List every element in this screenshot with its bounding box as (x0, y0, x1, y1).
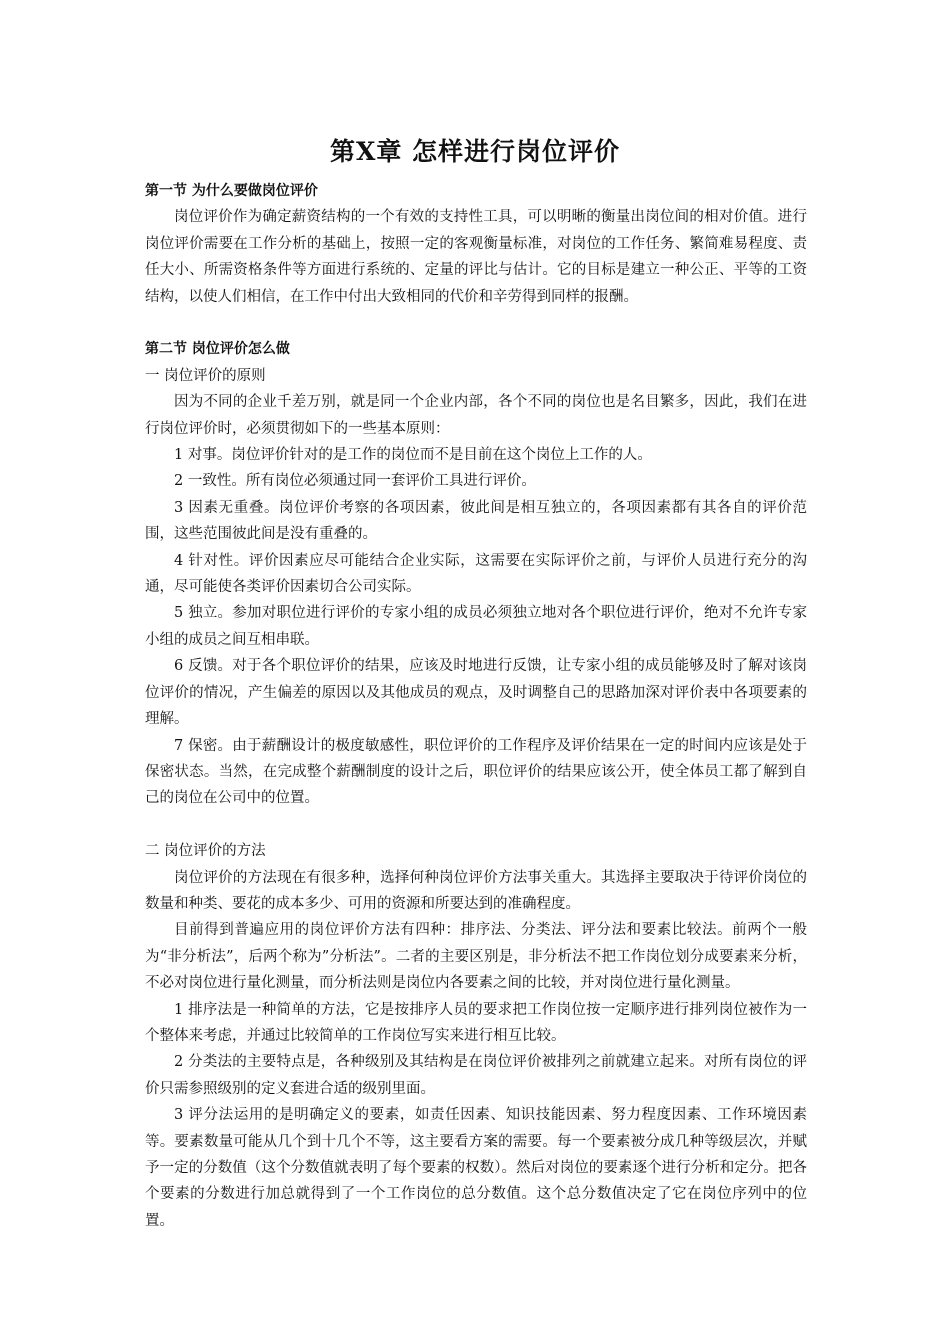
subsection-heading-methods: 二 岗位评价的方法 (145, 843, 266, 860)
paragraph: 1 排序法是一种简单的方法，它是按排序人员的要求把工作岗位按一定顺序进行排列岗位被作为一个整体来考虑，并通过比较简单的工作岗位写实来进行相互比较。 (145, 1001, 807, 1044)
list-item: 3 因素无重叠。岗位评价考察的各项因素，彼此间是相互独立的，各项因素都有其各自的评价范围，这些范围彼此间是没有重叠的。 (145, 499, 807, 543)
list-item: 2 一致性。所有岗位必须通过同一套评价工具进行评价。 (174, 473, 536, 490)
spacer (145, 812, 807, 838)
paragraph: 2 分类法的主要特点是，各种级别及其结构是在岗位评价被排列之前就建立起来。对所有岗位的评价只需参照级别的定义套进合适的级别里面。 (145, 1054, 807, 1097)
list-item: 7 保密。由于薪酬设计的极度敏感性，职位评价的工作程序及评价结果在一定的时间内应该是处于保密状态。当然，在完成整个薪酬制度的设计之后，职位评价的结果应该公开，使全体员工都了解到自己的岗位在公司中的位置。 (145, 737, 807, 807)
paragraph: 因为不同的企业千差万别，就是同一个企业内部，各个不同的岗位也是名目繁多，因此，我们在进行岗位评价时，必须贯彻如下的一些基本原则： (145, 394, 807, 437)
list-item: 1 对事。岗位评价针对的是工作的岗位而不是目前在这个岗位上工作的人。 (174, 447, 652, 464)
paragraph: 岗位评价作为确定薪资结构的一个有效的支持性工具，可以明晰的衡量出岗位间的相对价值。进行岗位评价需要在工作分析的基础上，按照一定的客观衡量标准，对岗位的工作任务、繁简难易程度、责任大小、所需资格条件等方面进行系统的、定量的评比与估计。它的目标是建立一种公正、平等的工资结构，以使人们相信，在工作中付出大致相同的代价和辛劳得到同样的报酬。 (145, 209, 807, 305)
paragraph: 目前得到普遍应用的岗位评价方法有四种：排序法、分类法、评分法和要素比较法。前两个一般为“非分析法”，后两个称为”分析法”。二者的主要区别是，非分析法不把工作岗位划分成要素来分析，不必对岗位进行量化测量，而分析法则是岗位内各要素之间的比较，并对岗位进行量化测量。 (145, 922, 807, 992)
paragraph: 岗位评价的方法现在有很多种，选择何种岗位评价方法事关重大。其选择主要取决于待评价岗位的数量和种类、要花的成本多少、可用的资源和所要达到的准确程度。 (145, 869, 807, 912)
subsection-heading-principles: 一 岗位评价的原则 (145, 367, 266, 384)
section-heading-2: 第二节 岗位评价怎么做 (145, 341, 290, 358)
section-heading-1: 第一节 为什么要做岗位评价 (145, 183, 318, 199)
paragraph: 3 评分法运用的是明确定义的要素，如责任因素、知识技能因素、努力程度因素、工作环境因素等。要素数量可能从几个到十几个不等，这主要看方案的需要。每一个要素被分成几种等级层次，并赋予一定的分数值（这个分数值就表明了每个要素的权数）。然后对岗位的要素逐个进行分析和定分。把各个要素的分数进行加总就得到了一个工作岗位的总分数值。这个总分数值决定了它在岗位序列中的位置。 (145, 1107, 807, 1229)
document-body (145, 178, 807, 1234)
list-item: 6 反馈。对于各个职位评价的结果，应该及时地进行反馈，让专家小组的成员能够及时了解对该岗位评价的情况，产生偏差的原因以及其他成员的观点，及时调整自己的思路加深对评价表中各项要素的理解。 (145, 658, 807, 728)
spacer (145, 310, 807, 336)
list-item: 5 独立。参加对职位进行评价的专家小组的成员必须独立地对各个职位进行评价，绝对不允许专家小组的成员之间互相串联。 (145, 605, 807, 648)
chapter-title: 第X章 怎样进行岗位评价 (329, 137, 621, 166)
list-item: 4 针对性。评价因素应尽可能结合企业实际，这需要在实际评价之前，与评价人员进行充分的沟通，尽可能使各类评价因素切合公司实际。 (145, 552, 807, 596)
